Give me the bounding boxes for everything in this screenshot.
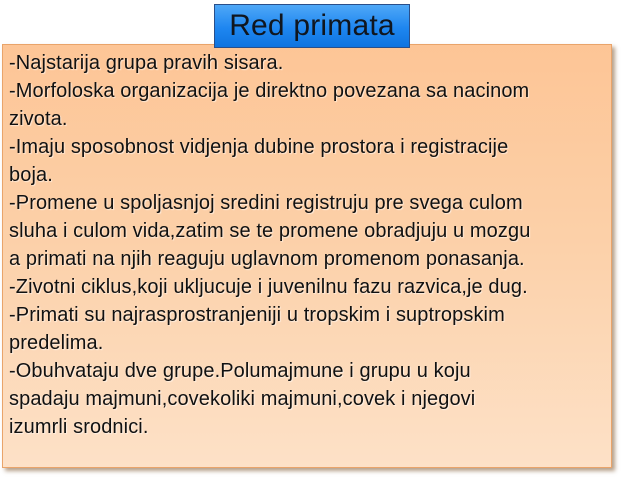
text-line: -Morfoloska organizacija je direktno povezana sa nacinom	[9, 80, 530, 102]
text-line: -Najstarija grupa pravih sisara.	[9, 52, 284, 74]
text-line: a primati na njih reaguju uglavnom promenom ponasanja.	[9, 248, 525, 270]
text-line: spadaju majmuni,covekoliki majmuni,covek i njegovi	[9, 388, 476, 410]
bullet-list	[9, 49, 605, 441]
text-line: -Primati su najrasprostranjeniji u tropskim i suptropskim	[9, 304, 505, 326]
text-line: zivota.	[9, 108, 68, 130]
text-line: boja.	[9, 164, 53, 186]
text-line: -Promene u spoljasnjoj sredini registruju pre svega culom	[9, 192, 523, 214]
text-line: -Obuhvataju dve grupe.Polumajmune i grupu u koju	[9, 360, 471, 382]
text-line: -Zivotni ciklus,koji ukljucuje i juvenilnu fazu razvica,je dug.	[9, 276, 528, 298]
text-line: izumrli srodnici.	[9, 416, 149, 438]
content-box	[2, 44, 612, 468]
text-line: predelima.	[9, 332, 104, 354]
title-box	[214, 4, 410, 48]
text-line: sluha i culom vida,zatim se te promene obradjuju u mozgu	[9, 220, 531, 242]
slide-title: Red primata	[229, 9, 395, 42]
text-line: -Imaju sposobnost vidjenja dubine prostora i registracije	[9, 136, 509, 158]
